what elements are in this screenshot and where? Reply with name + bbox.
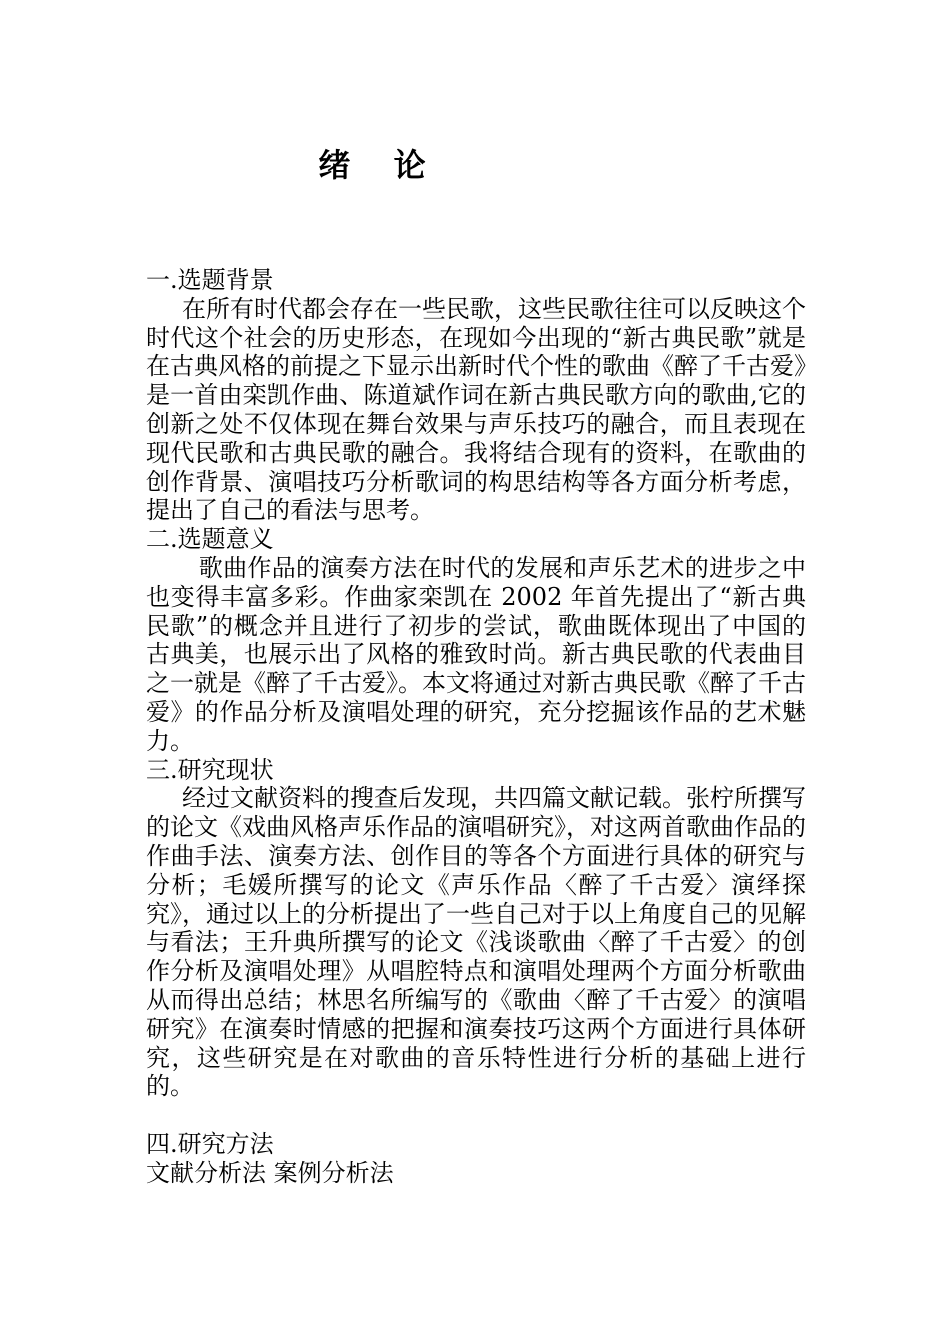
section-paragraph-status: 经过文献资料的搜查后发现，共四篇文献记载。张柠所撰写的论文《戏曲风格声乐作品的演唱研究》，对这两首歌曲作品的作曲手法、演奏方法、创作目的等各个方面进行具体的研究与分析；毛媛所撰写的论文《声乐作品〈醉了千古爱〉演绎探究》，通过以上的分析提出了一些自己对于以上角度自己的见解与看法；王升典所撰写的论文《浅谈歌曲〈醉了千古爱〉的创作分析及演唱处理》从唱腔特点和演唱处理两个方面分析歌曲从而得出总结；林思名所编写的《歌曲〈醉了千古爱〉的演唱研究》在演奏时情感的把握和演奏技巧这两个方面进行具体研究，这些研究是在对歌曲的音乐特性进行分析的基础上进行的。 xyxy=(146,784,806,1101)
section-paragraph-methods: 文献分析法 案例分析法 xyxy=(146,1158,394,1187)
section-heading-status: 三.研究现状 xyxy=(146,755,274,784)
spacer xyxy=(146,1101,806,1130)
page-title: 绪 论 xyxy=(318,146,442,184)
section-heading-significance: 二.选题意义 xyxy=(146,525,274,554)
section-paragraph-significance: 歌曲作品的演奏方法在时代的发展和声乐艺术的进步之中也变得丰富多彩。作曲家栾凯在 2002 年首先提出了“新古典民歌”的概念并且进行了初步的尝试，歌曲既体现出了中国的古典美，也展示出了风格的雅致时尚。新古典民歌的代表曲目之一就是《醉了千古爱》。本文将通过对新古典民歌《醉了千古爱》的作品分析及演唱处理的研究，充分挖掘该作品的艺术魅力。 xyxy=(146,553,806,755)
document-body xyxy=(146,266,806,1188)
section-paragraph-background: 在所有时代都会存在一些民歌，这些民歌往往可以反映这个时代这个社会的历史形态，在现如今出现的“新古典民歌”就是在古典风格的前提之下显示出新时代个性的歌曲《醉了千古爱》是一首由栾凯作曲、陈道斌作词在新古典民歌方向的歌曲,它的创新之处不仅体现在舞台效果与声乐技巧的融合，而且表现在现代民歌和古典民歌的融合。我将结合现有的资料，在歌曲的创作背景、演唱技巧分析歌词的构思结构等各方面分析考虑，提出了自己的看法与思考。 xyxy=(146,294,806,525)
section-heading-methods: 四.研究方法 xyxy=(146,1129,274,1158)
section-heading-background: 一.选题背景 xyxy=(146,266,274,294)
